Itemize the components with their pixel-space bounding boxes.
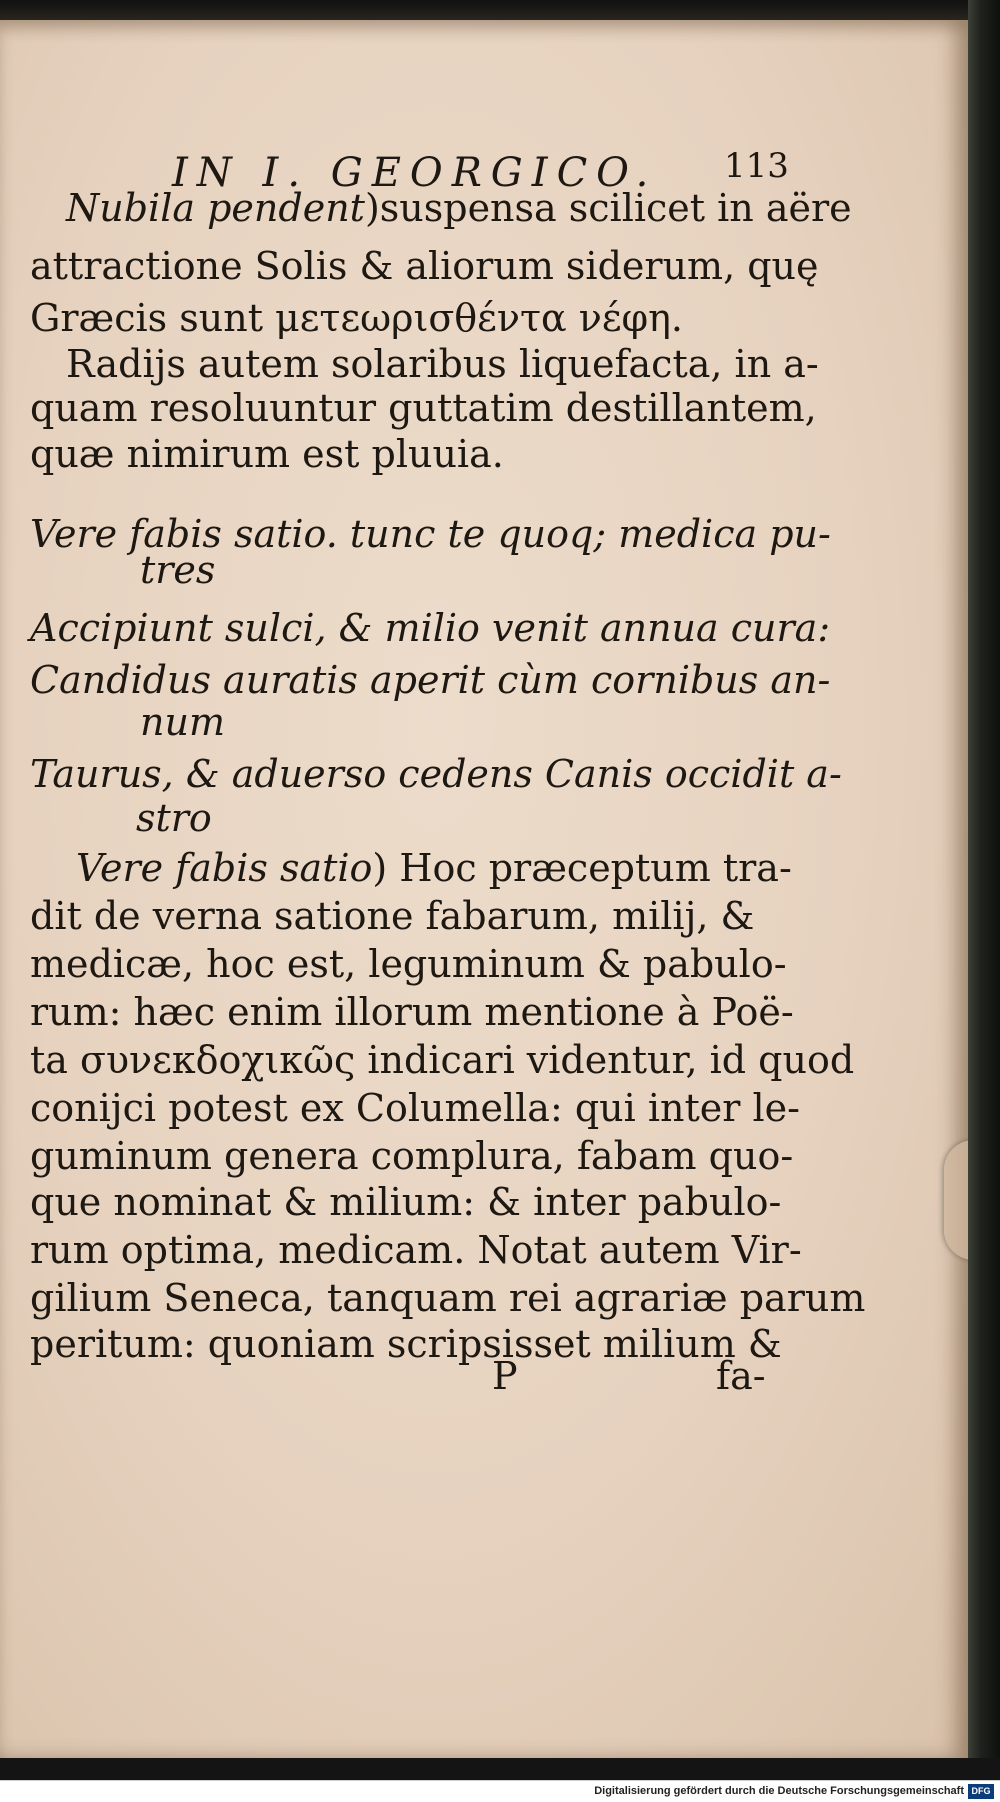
commentary-line	[76, 846, 792, 890]
verse-line: Vere fabis satio. tunc te quoq; medica pu-	[30, 512, 831, 556]
signature-mark: P	[492, 1354, 518, 1398]
commentary-text: )suspensa scilicet in aëre	[364, 186, 852, 230]
commentary-line	[66, 186, 852, 230]
bottom-shadow	[0, 1758, 1000, 1780]
page-text	[0, 20, 968, 1758]
paper-page	[0, 20, 968, 1758]
folio-number: 113	[724, 146, 789, 186]
book-edge	[968, 0, 1000, 1760]
commentary-line: conijci potest ex Columella: qui inter le-	[30, 1086, 800, 1130]
dfg-logo: DFG	[968, 1784, 994, 1799]
verse-line: num	[140, 700, 225, 744]
footer-strip	[0, 1780, 1000, 1802]
commentary-text: ) Hoc præceptum tra-	[372, 846, 792, 890]
commentary-line: peritum: quoniam scripsisset milium &	[30, 1322, 782, 1366]
lemma: Nubila pendent	[66, 186, 365, 230]
commentary-line: gilium Seneca, tanquam rei agrariæ parum	[30, 1276, 866, 1320]
commentary-line: quam resoluuntur guttatim destillantem,	[30, 386, 817, 430]
verse-line: Accipiunt sulci, & milio venit annua cura:	[30, 606, 831, 650]
top-shadow	[0, 0, 1000, 22]
lemma: Vere fabis satio	[76, 846, 373, 890]
commentary-line: dit de verna satione fabarum, milij, &	[30, 894, 755, 938]
running-title: IN I. GEORGICO.	[172, 150, 658, 196]
verse-line: tres	[140, 548, 216, 592]
verse-line: stro	[136, 796, 212, 840]
verse-line: Taurus, & aduerso cedens Canis occidit a-	[30, 752, 842, 796]
commentary-line: medicæ, hoc est, leguminum & pabulo-	[30, 942, 787, 986]
commentary-line: quæ nimirum est pluuia.	[30, 432, 504, 476]
commentary-line: rum: hæc enim illorum mentione à Poë-	[30, 990, 794, 1034]
commentary-line: Græcis sunt μετεωρισθέντα νέφη.	[30, 296, 683, 340]
commentary-line: ta συνεκδοχικῶς indicari videntur, id quod	[30, 1038, 855, 1082]
commentary-line: guminum genera complura, fabam quo-	[30, 1134, 794, 1178]
catchword: fa-	[716, 1354, 766, 1398]
verse-line: Candidus auratis aperit cùm cornibus an-	[30, 658, 831, 702]
commentary-line: rum optima, medicam. Notat autem Vir-	[30, 1228, 802, 1272]
commentary-line: que nominat & milium: & inter pabulo-	[30, 1180, 782, 1224]
footer-credit: Digitalisierung gefördert durch die Deutsche Forschungsgemeinschaft	[594, 1785, 964, 1797]
commentary-line: attractione Solis & aliorum siderum, quę	[30, 244, 819, 288]
commentary-line: Radijs autem solaribus liquefacta, in a-	[66, 342, 819, 386]
